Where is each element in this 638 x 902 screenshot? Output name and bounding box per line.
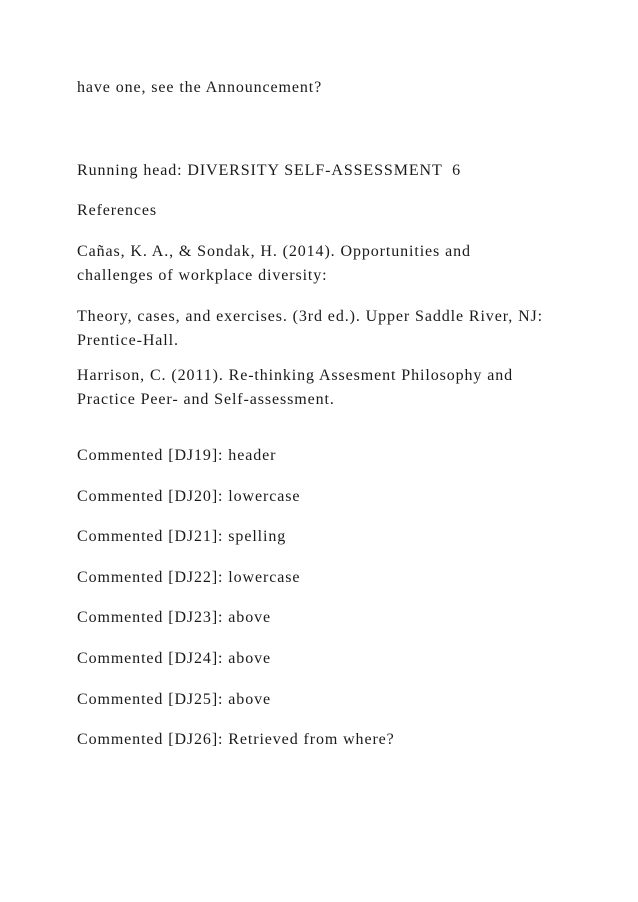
comment-item: Commented [DJ24]: above bbox=[77, 650, 271, 667]
reference-line: Practice Peer- and Self-assessment. bbox=[77, 391, 335, 408]
reference-line: Theory, cases, and exercises. (3rd ed.). Upper Saddle River, NJ: bbox=[77, 308, 544, 325]
comment-item: Commented [DJ23]: above bbox=[77, 609, 271, 626]
reference-line: Prentice-Hall. bbox=[77, 332, 179, 349]
references-heading: References bbox=[77, 202, 158, 219]
comment-item: Commented [DJ20]: lowercase bbox=[77, 488, 301, 505]
running-head: Running head: DIVERSITY SELF-ASSESSMENT 6 bbox=[77, 162, 462, 179]
reference-line: Cañas, K. A., & Sondak, H. (2014). Opportunities and bbox=[77, 243, 471, 260]
reference-line: challenges of workplace diversity: bbox=[77, 267, 328, 284]
comment-item: Commented [DJ22]: lowercase bbox=[77, 569, 301, 586]
reference-line: Harrison, C. (2011). Re-thinking Assesment Philosophy and bbox=[77, 367, 514, 384]
comment-item: Commented [DJ21]: spelling bbox=[77, 528, 287, 545]
comment-item: Commented [DJ26]: Retrieved from where? bbox=[77, 731, 395, 748]
continuation-text: have one, see the Announcement? bbox=[77, 79, 323, 96]
comment-item: Commented [DJ19]: header bbox=[77, 447, 277, 464]
comment-item: Commented [DJ25]: above bbox=[77, 691, 271, 708]
